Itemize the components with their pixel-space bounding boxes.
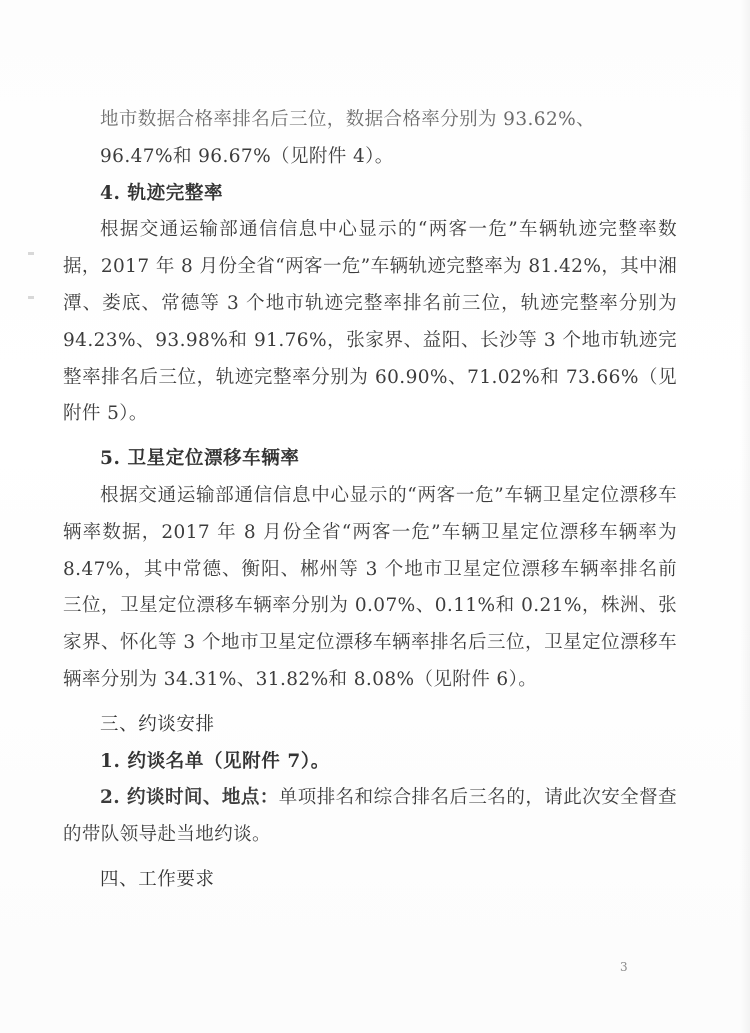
scan-edge-shadow (740, 0, 750, 1033)
continuation-line-2: 96.47%和 96.67%（见附件 4）。 (100, 145, 394, 167)
paragraph-gap (100, 699, 640, 707)
paragraph-gap (100, 433, 640, 441)
item-interview-time-place-label: 2. 约谈时间、地点： (100, 787, 279, 809)
page-number: 3 (620, 960, 628, 974)
item-interview-time-place (63, 780, 677, 854)
section-heading-work-requirements: 四、工作要求 (100, 868, 215, 890)
document-body (63, 102, 678, 899)
continuation-line-1: 地市数据合格率排名后三位，数据合格率分别为 93.62%、 (100, 109, 596, 130)
scan-mark (28, 296, 34, 299)
heading-satellite-drift: 5. 卫星定位漂移车辆率 (100, 448, 300, 470)
item-interview-list: 1. 约谈名单（见附件 7）。 (100, 750, 330, 772)
paragraph-gap (100, 854, 640, 862)
heading-track-integrity: 4. 轨迹完整率 (100, 182, 224, 204)
section-heading-interview-arrangement: 三、约谈安排 (100, 713, 215, 735)
item-interview-time-place-text: 单项排名和综合排名后三名的，请此次安全督查的带队领导赴当地约谈。 (63, 787, 678, 846)
scan-mark (28, 252, 34, 255)
paragraph-track-integrity: 根据交通运输部通信信息中心显示的“两客一危”车辆轨迹完整率数据，2017 年 8 月份全省“两客一危”车辆轨迹完整率为 81.42%，其中湘潭、娄底、常德等 3 个地市轨迹完整率排名前三位，轨迹完整率分别为 94.23%、93.98%和 91.76%，张家界、益阳、长沙等 3 个地市轨迹完整率排名后三位，轨迹完整率分别为 60.90%、71.02%和 73.66%（见附件 5）。 (63, 219, 677, 425)
paragraph-satellite-drift: 根据交通运输部通信信息中心显示的“两客一危”车辆卫星定位漂移车辆率数据，2017 年 8 月份全省“两客一危”车辆卫星定位漂移车辆率为 8.47%，其中常德、衡阳、郴州等 3 个地市卫星定位漂移车辆率排名前三位，卫星定位漂移车辆率分别为 0.07%、0.11%和 0.21%，株洲、张家界、怀化等 3 个地市卫星定位漂移车辆率排名后三位，卫星定位漂移车辆率分别为 34.31%、31.82%和 8.08%（见附件 6）。 (63, 484, 677, 690)
